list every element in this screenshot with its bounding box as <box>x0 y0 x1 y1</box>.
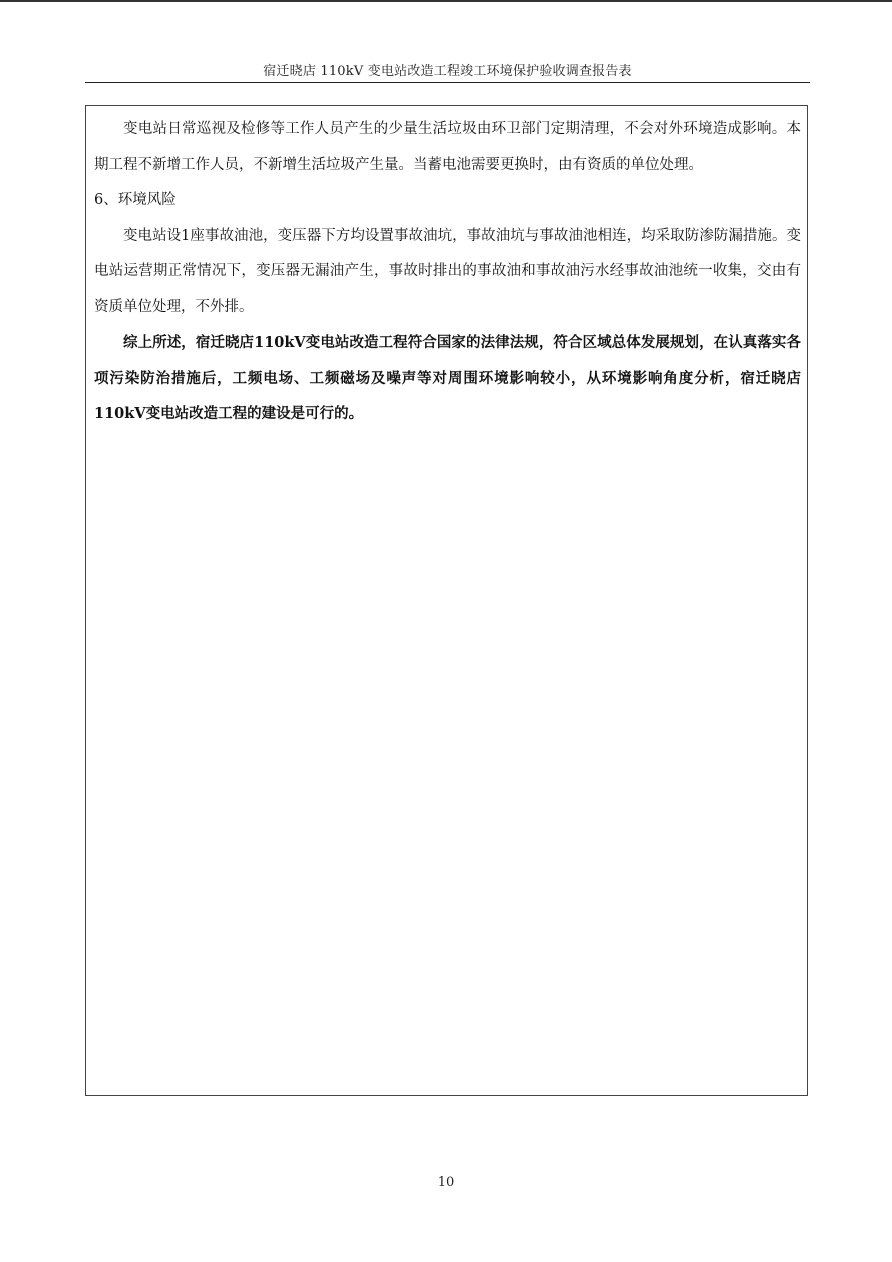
page-number: 10 <box>437 1175 455 1190</box>
header-rule <box>85 82 810 83</box>
report-body <box>94 112 801 432</box>
running-header: 宿迁晓店 110kV 变电站改造工程竣工环境保护验收调查报告表 <box>263 64 632 79</box>
page-top-border <box>0 0 892 2</box>
paragraph-conclusion: 综上所述，宿迁晓店110kV变电站改造工程符合国家的法律法规，符合区域总体发展规划，在认真落实各项污染防治措施后，工频电场、工频磁场及噪声等对周围环境影响较小，从环境影响角度分析，宿迁晓店110kV变电站改造工程的建设是可行的。 <box>94 334 801 422</box>
section-heading-environmental-risk: 6、环境风险 <box>94 192 176 208</box>
report-table-cell <box>85 105 808 1096</box>
paragraph-risk: 变电站设1座事故油池，变压器下方均设置事故油坑，事故油坑与事故油池相连，均采取防渗防漏措施。变电站运营期正常情况下，变压器无漏油产生，事故时排出的事故油和事故油污水经事故油池统一收集，交由有资质单位处理，不外排。 <box>94 227 801 315</box>
paragraph-waste: 变电站日常巡视及检修等工作人员产生的少量生活垃圾由环卫部门定期清理，不会对外环境造成影响。本期工程不新增工作人员，不新增生活垃圾产生量。当蓄电池需要更换时，由有资质的单位处理。 <box>94 121 801 173</box>
